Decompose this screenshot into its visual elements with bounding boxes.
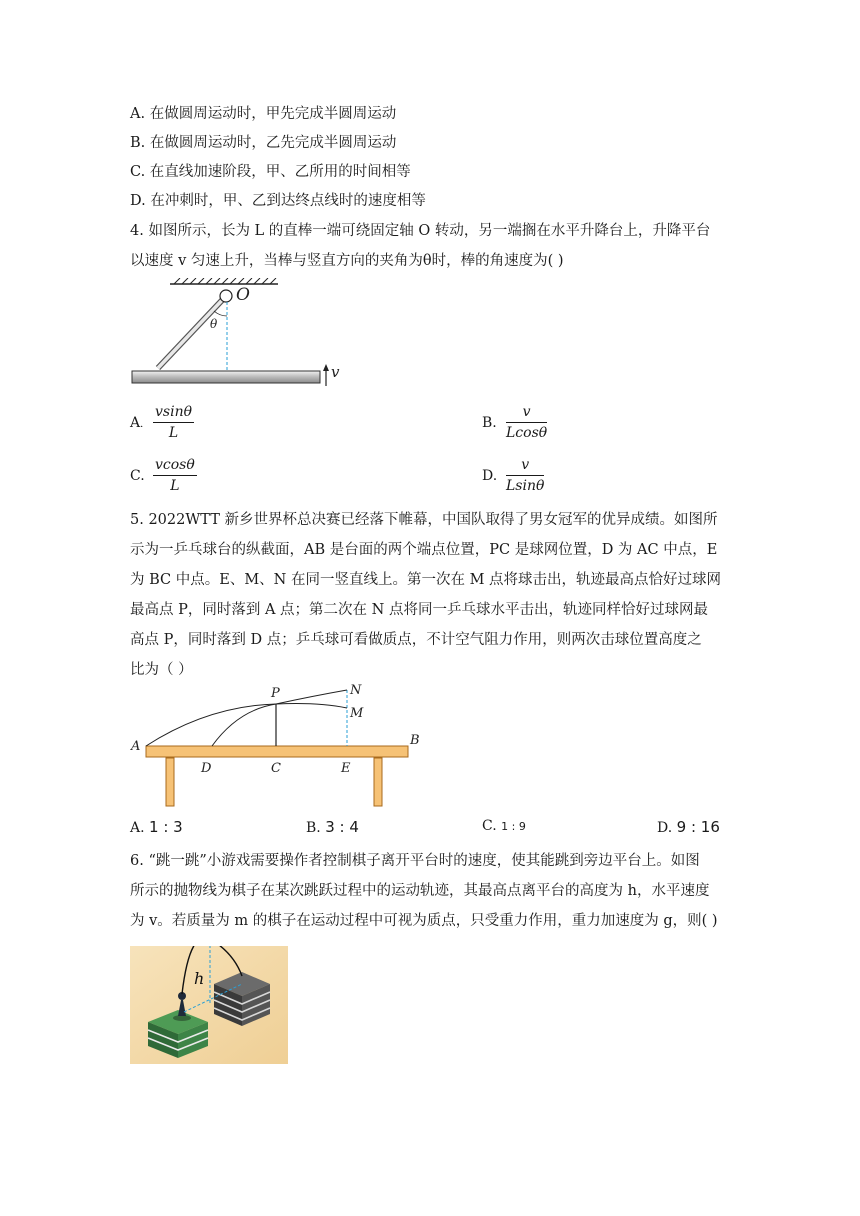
label-h: h — [194, 969, 205, 988]
q4-option-c-label: C. — [130, 468, 145, 484]
q5-option-c: C. 1 : 9 — [482, 818, 526, 834]
q4-option-b-fraction: $\frac{v}{Lcos\theta}$ — [506, 404, 548, 441]
label-theta: θ — [210, 317, 218, 331]
q4-stem-line: 4. 如图所示，长为 L 的直棒一端可绕固定轴 O 转动，另一端搁在水平升降台上，升降平台 — [130, 223, 711, 239]
q6-stem-line: 为 v。若质量为 m 的棋子在运动过程中可视为质点，只受重力作用，重力加速度为 g，则( ) — [130, 913, 718, 929]
label-n: N — [350, 683, 362, 698]
q5-option-d: D. 9 : 16 — [657, 818, 720, 836]
q3-option-c: C. 在直线加速阶段，甲、乙所用的时间相等 — [130, 164, 411, 180]
label-e: E — [341, 761, 351, 776]
q5-stem-line: 为 BC 中点。E、M、N 在同一竖直线上。第一次在 M 点将球击出，轨迹最高点恰好过球网 — [130, 572, 722, 588]
q5-option-a: A. 1 : 3 — [130, 818, 183, 836]
q6-stem — [130, 846, 730, 936]
q5-stem-line: 最高点 P，同时落到 A 点；第二次在 N 点将同一乒乓球水平击出，轨迹同样恰好过球网最 — [130, 602, 708, 618]
q5-stem-line: 5. 2022WTT 新乡世界杯总决赛已经落下帷幕，中国队取得了男女冠军的优异成绩。如图所 — [130, 512, 718, 528]
q3-option-d: D. 在冲刺时，甲、乙到达终点线时的速度相等 — [130, 193, 426, 209]
q6-stem-line: 所示的抛物线为棋子在某次跳跃过程中的运动轨迹，其最高点离平台的高度为 h，水平速度 — [130, 883, 710, 899]
q6-stem-line: 6. “跳一跳”小游戏需要操作者控制棋子离开平台时的速度，使其能跳到旁边平台上。如图 — [130, 853, 700, 869]
q4-option-d-fraction: $\frac{v}{Lsin\theta}$ — [506, 457, 545, 494]
label-p: P — [271, 686, 280, 701]
q4-option-b-label: B. — [482, 415, 497, 431]
q5-table-figure — [128, 680, 428, 810]
q4-rod-figure — [128, 278, 358, 390]
label-o: O — [236, 285, 250, 305]
label-c: C — [271, 761, 281, 776]
q3-option-a: A. 在做圆周运动时，甲先完成半圆周运动 — [130, 106, 397, 122]
q5-option-b: B. 3 : 4 — [306, 818, 359, 836]
label-a: A — [131, 739, 141, 754]
q5-stem — [130, 505, 730, 685]
q4-option-c-fraction: $\frac{vcos\theta}{L}$ — [155, 457, 195, 494]
q4-option-d-label: D. — [482, 468, 498, 484]
q5-stem-line: 高点 P，同时落到 D 点；乒乓球可看做质点，不计空气阻力作用，则两次击球位置高度之 — [130, 632, 702, 648]
q4-stem — [130, 216, 730, 276]
q5-stem-line: 比为（ ） — [130, 662, 193, 678]
label-d: D — [201, 761, 212, 776]
q5-stem-line: 示为一乒乓球台的纵截面，AB 是台面的两个端点位置，PC 是球网位置，D 为 AC 中点，E — [130, 542, 718, 558]
label-b: B — [410, 733, 420, 748]
q4-option-a-fraction: $\frac{vsin\theta}{L}$ — [155, 404, 193, 441]
q3-option-b: B. 在做圆周运动时，乙先完成半圆周运动 — [130, 135, 397, 151]
label-m: M — [350, 706, 364, 721]
q6-jump-game-figure — [130, 946, 288, 1064]
q4-stem-line: 以速度 v 匀速上升，当棒与竖直方向的夹角为θ时，棒的角速度为( ) — [130, 253, 564, 269]
label-v: v — [331, 363, 340, 381]
q4-option-a-label: A． — [130, 415, 151, 431]
